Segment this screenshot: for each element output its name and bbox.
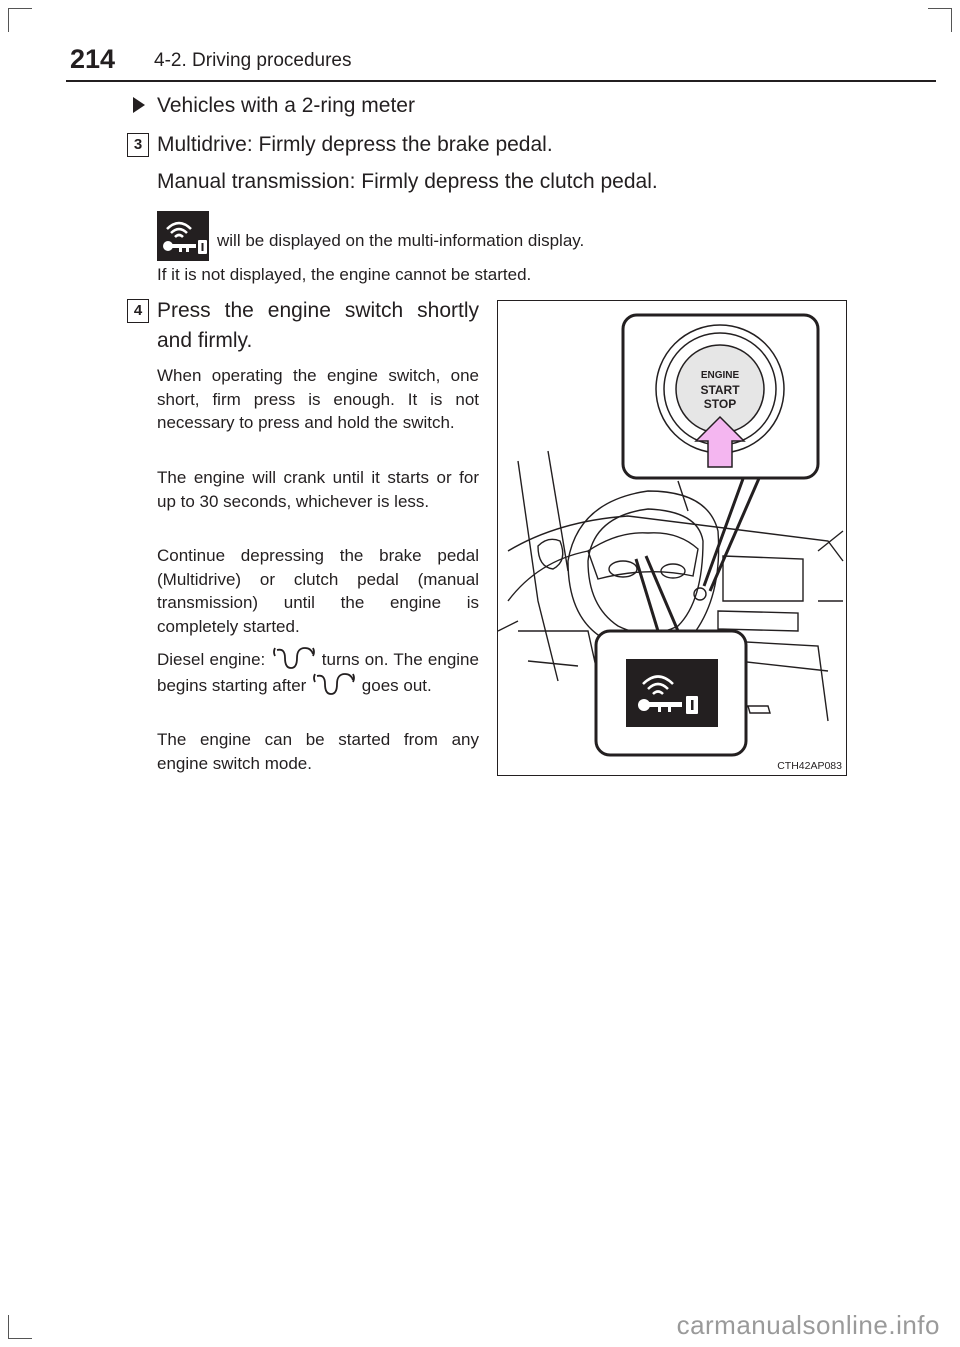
step4-para4 xyxy=(157,646,479,697)
watermark: carmanualsonline.info xyxy=(676,1310,940,1340)
step3-icon-note: will be displayed on the multi-information display. xyxy=(217,231,585,250)
button-text-line: STOP xyxy=(703,397,737,411)
step4-para2: The engine will crank until it starts or for up to 30 seconds, whichever is less. xyxy=(157,468,479,511)
button-text-line: START xyxy=(700,383,740,397)
step-number-4: 4 xyxy=(127,299,149,323)
glow-plug-indicator-icon xyxy=(271,646,317,670)
dashboard-illustration xyxy=(497,300,847,776)
section-title: 4-2. Driving procedures xyxy=(154,50,352,71)
header-divider xyxy=(66,80,936,82)
step-number-3: 3 xyxy=(127,133,149,157)
diesel-text-end: goes out. xyxy=(361,675,432,695)
diesel-text-mid: turns on. The engine begins starting after xyxy=(157,650,479,695)
page-number: 214 xyxy=(70,44,116,74)
glow-plug-indicator-icon xyxy=(311,672,357,696)
bullet-arrow-icon xyxy=(133,97,145,113)
step4-para1: When operating the engine switch, one short, firm press is enough. It is not necessary to press and hold the switch. xyxy=(157,366,479,432)
key-wireless-indicator-icon xyxy=(157,211,209,261)
crop-mark xyxy=(8,8,32,9)
crop-mark xyxy=(8,1338,32,1339)
step3-line1: Multidrive: Firmly depress the brake pedal. xyxy=(157,133,553,156)
step3-note: If it is not displayed, the engine cannot be started. xyxy=(157,265,532,284)
engine-start-stop-button-label xyxy=(690,369,750,411)
step4-para5: The engine can be started from any engine switch mode. xyxy=(157,730,479,773)
diesel-label: Diesel engine: xyxy=(157,650,266,669)
step4-para3: Continue depressing the brake pedal (Multidrive) or clutch pedal (manual transmission) until the engine is completely started. xyxy=(157,546,479,636)
crop-mark xyxy=(951,8,952,32)
crop-mark xyxy=(8,8,9,32)
crop-mark xyxy=(928,8,952,9)
button-text-line: ENGINE xyxy=(700,370,740,381)
step4-instruction: Press the engine switch shortly and firmly. xyxy=(157,299,479,352)
figure-code: CTH42AP083 xyxy=(777,760,842,772)
subheading: Vehicles with a 2-ring meter xyxy=(157,94,415,117)
step3-line2: Manual transmission: Firmly depress the clutch pedal. xyxy=(157,170,658,193)
crop-mark xyxy=(8,1315,9,1339)
